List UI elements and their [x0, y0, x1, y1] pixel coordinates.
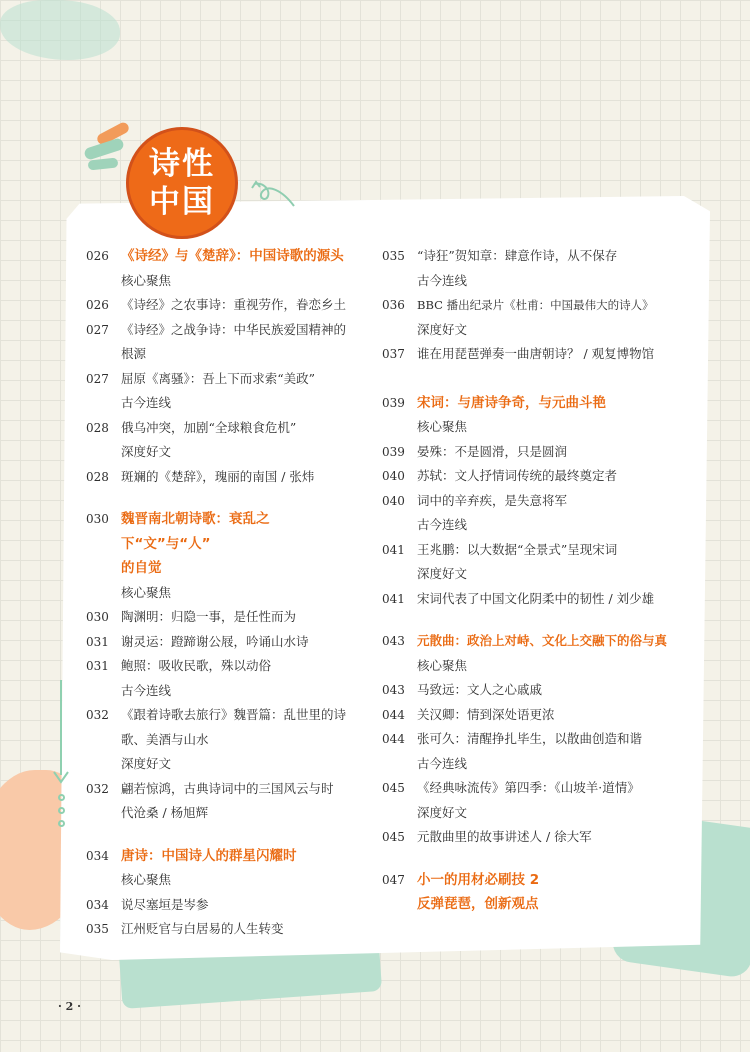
entry-title-line1: 翩若惊鸿，古典诗词中的三国风云与时: [121, 780, 334, 796]
section-title: 《诗经》与《楚辞》：中国诗歌的源头: [121, 248, 344, 264]
toc-section-title[interactable]: [382, 629, 682, 654]
toc-entry[interactable]: [382, 776, 682, 801]
toc-entry[interactable]: [86, 416, 346, 441]
toc-entry[interactable]: [86, 917, 346, 942]
toc-section-title[interactable]: [86, 844, 346, 869]
toc-section-title[interactable]: [382, 868, 682, 917]
page-number: 047: [382, 872, 405, 887]
page-number: 026: [86, 298, 109, 312]
page-number: 039: [382, 395, 405, 410]
toc-section-title[interactable]: [382, 391, 682, 416]
entry-title: BBC 播出纪录片《杜甫：中国最伟大的诗人》: [417, 298, 654, 312]
green-blob-top-left: [0, 0, 120, 60]
category-label: 古今连线: [121, 682, 172, 698]
entry-title: 鲍照：吸收民歌，殊以动俗: [121, 658, 272, 673]
page-number: 040: [382, 469, 405, 483]
toc-entry[interactable]: [86, 318, 346, 367]
page-number: 032: [86, 708, 109, 722]
page-number: 045: [382, 781, 405, 795]
page-number-footer: · 2 ·: [58, 1000, 81, 1013]
page-number: 040: [382, 493, 405, 508]
page-number: 028: [86, 420, 109, 435]
entry-title: 关汉卿：情到深处语更浓: [417, 706, 555, 722]
page-number: 027: [86, 371, 109, 386]
entry-title-line2: 歌、美酒与山水: [121, 731, 209, 747]
entry-title: “诗狂”贺知章：肆意作诗，从不保存: [417, 248, 618, 263]
page-number: 044: [382, 707, 405, 722]
section-badge: [126, 127, 238, 239]
category-label: 深度好文: [121, 444, 172, 459]
toc-entry[interactable]: [86, 293, 346, 318]
page-number: 044: [382, 732, 405, 746]
page-number: 028: [86, 469, 109, 484]
entry-title: 晏殊：不是圆滑，只是圆润: [417, 443, 568, 459]
section-title: 宋词：与唐诗争奇，与元曲斗艳: [417, 394, 606, 411]
page-number: 035: [86, 922, 109, 936]
category-label: 深度好文: [417, 804, 468, 820]
toc-entry[interactable]: [382, 293, 682, 318]
page-number: 027: [86, 322, 109, 337]
entry-title: 俄乌冲突，加剧“全球粮食危机”: [121, 419, 297, 435]
page-number: 043: [382, 634, 405, 648]
page-number: 026: [86, 249, 109, 263]
entry-title: 宋词代表了中国文化阴柔中的韧性 / 刘少雄: [417, 590, 655, 606]
toc-entry[interactable]: [382, 342, 682, 367]
dot-icon: [58, 794, 65, 801]
toc-entry[interactable]: [86, 654, 346, 679]
entry-title: 词中的辛弃疾，是失意将军: [417, 492, 568, 508]
toc-entry[interactable]: [382, 244, 682, 269]
page-number: 041: [382, 591, 405, 606]
toc-entry[interactable]: [86, 777, 346, 826]
toc-entry[interactable]: [86, 465, 346, 490]
entry-title: 谁在用琵琶弹奏一曲唐朝诗？ / 观复博物馆: [417, 346, 655, 361]
dot-icon: [58, 820, 65, 827]
toc-right-column: [382, 244, 682, 917]
page-number: 035: [382, 249, 405, 263]
section-title-line2: 反弹琵琶，创新观点: [417, 896, 539, 912]
category-label: 古今连线: [417, 517, 468, 532]
swirl-arrow-icon: [250, 176, 306, 212]
section-title: 唐诗：中国诗人的群星闪耀时: [121, 847, 297, 864]
dot-icon: [58, 807, 65, 814]
page-number: 032: [86, 781, 109, 796]
toc-section-title[interactable]: [86, 507, 346, 581]
category-label: 核心聚焦: [417, 657, 468, 673]
toc-entry[interactable]: [382, 825, 682, 850]
toc-entry[interactable]: [86, 703, 346, 752]
category-label: 核心聚焦: [121, 584, 172, 600]
page-number: 043: [382, 683, 405, 697]
entry-title: 王兆鹏：以大数据“全景式”呈现宋词: [417, 541, 618, 557]
page-number: 034: [86, 848, 109, 863]
entry-title: 《诗经》之农事诗：重视劳作，眷恋乡土: [121, 297, 347, 312]
vertical-guide-line: [60, 680, 62, 775]
category-label: 核心聚焦: [121, 272, 172, 288]
section-title-line2: 的自觉: [121, 560, 162, 576]
entry-title: 陶渊明：归隐一事，是任性而为: [121, 609, 297, 624]
page-number: 030: [86, 512, 109, 526]
badge-line2: 中国: [149, 184, 215, 220]
toc-entry[interactable]: [382, 440, 682, 465]
page-number: 034: [86, 897, 109, 912]
toc-entry[interactable]: [382, 703, 682, 728]
page-number: 031: [86, 634, 109, 649]
toc-section-title[interactable]: [86, 244, 346, 269]
toc-entry[interactable]: [86, 605, 346, 630]
entry-title: 斑斓的《楚辞》，瑰丽的南国 / 张炜: [121, 468, 315, 484]
brush-stroke-green: [88, 157, 119, 170]
toc-entry[interactable]: [86, 367, 346, 392]
entry-title: 苏轼：文人抒情词传统的最终奠定者: [417, 468, 618, 483]
toc-entry[interactable]: [382, 727, 682, 752]
category-label: 古今连线: [121, 395, 172, 410]
toc-left-column: [86, 244, 346, 942]
page-number: 037: [382, 347, 405, 361]
entry-title: 屈原《离骚》：吾上下而求索“美政”: [121, 370, 316, 386]
page-number: 036: [382, 298, 405, 312]
section-title-line1: 魏晋南北朝诗歌：衰乱之下“文”与“人”: [121, 511, 270, 552]
entry-title: 元散曲里的故事讲述人 / 徐大军: [417, 829, 592, 844]
page-number: 030: [86, 610, 109, 624]
entry-title-line1: 《诗经》之战争诗：中华民族爱国精神的: [121, 321, 347, 337]
section-title-line1: 小一的用材必刷技 2: [417, 871, 540, 888]
page-number: 039: [382, 444, 405, 459]
toc-entry[interactable]: [86, 630, 346, 655]
toc-entry[interactable]: [382, 538, 682, 563]
category-label: 深度好文: [417, 321, 468, 337]
down-arrow-icon: [52, 770, 70, 784]
category-label: 深度好文: [121, 756, 172, 771]
page-number: 041: [382, 542, 405, 557]
entry-title-line2: 根源: [121, 346, 147, 361]
entry-title: 江州贬官与白居易的人生转变: [121, 921, 284, 936]
entry-title: 谢灵运：蹬蹄谢公屐，吟诵山水诗: [121, 633, 309, 649]
entry-title: 说尽塞垣是岑参: [121, 896, 209, 912]
page-number: 031: [86, 659, 109, 673]
category-label: 核心聚焦: [121, 872, 172, 887]
page-number: 045: [382, 830, 405, 844]
toc-entry[interactable]: [382, 464, 682, 489]
badge-line1: 诗性: [149, 146, 215, 182]
category-label: 核心聚焦: [417, 419, 468, 434]
toc-entry[interactable]: [382, 678, 682, 703]
entry-title: 《经典咏流传》第四季：《山坡羊·道情》: [417, 780, 640, 795]
toc-entry[interactable]: [382, 489, 682, 514]
section-title: 元散曲：政治上对峙、文化上交融下的俗与真: [417, 633, 668, 648]
entry-title: 马致远：文人之心戚戚: [417, 682, 543, 697]
entry-title-line1: 《跟着诗歌去旅行》魏晋篇：乱世里的诗: [121, 707, 347, 722]
entry-title: 张可久：清醒挣扎毕生，以散曲创造和谐: [417, 731, 643, 746]
category-label: 古今连线: [417, 272, 468, 288]
category-label: 深度好文: [417, 566, 468, 581]
toc-entry[interactable]: [86, 893, 346, 918]
toc-entry[interactable]: [382, 587, 682, 612]
entry-title-line2: 代沧桑 / 杨旭辉: [121, 805, 209, 820]
category-label: 古今连线: [417, 755, 468, 771]
